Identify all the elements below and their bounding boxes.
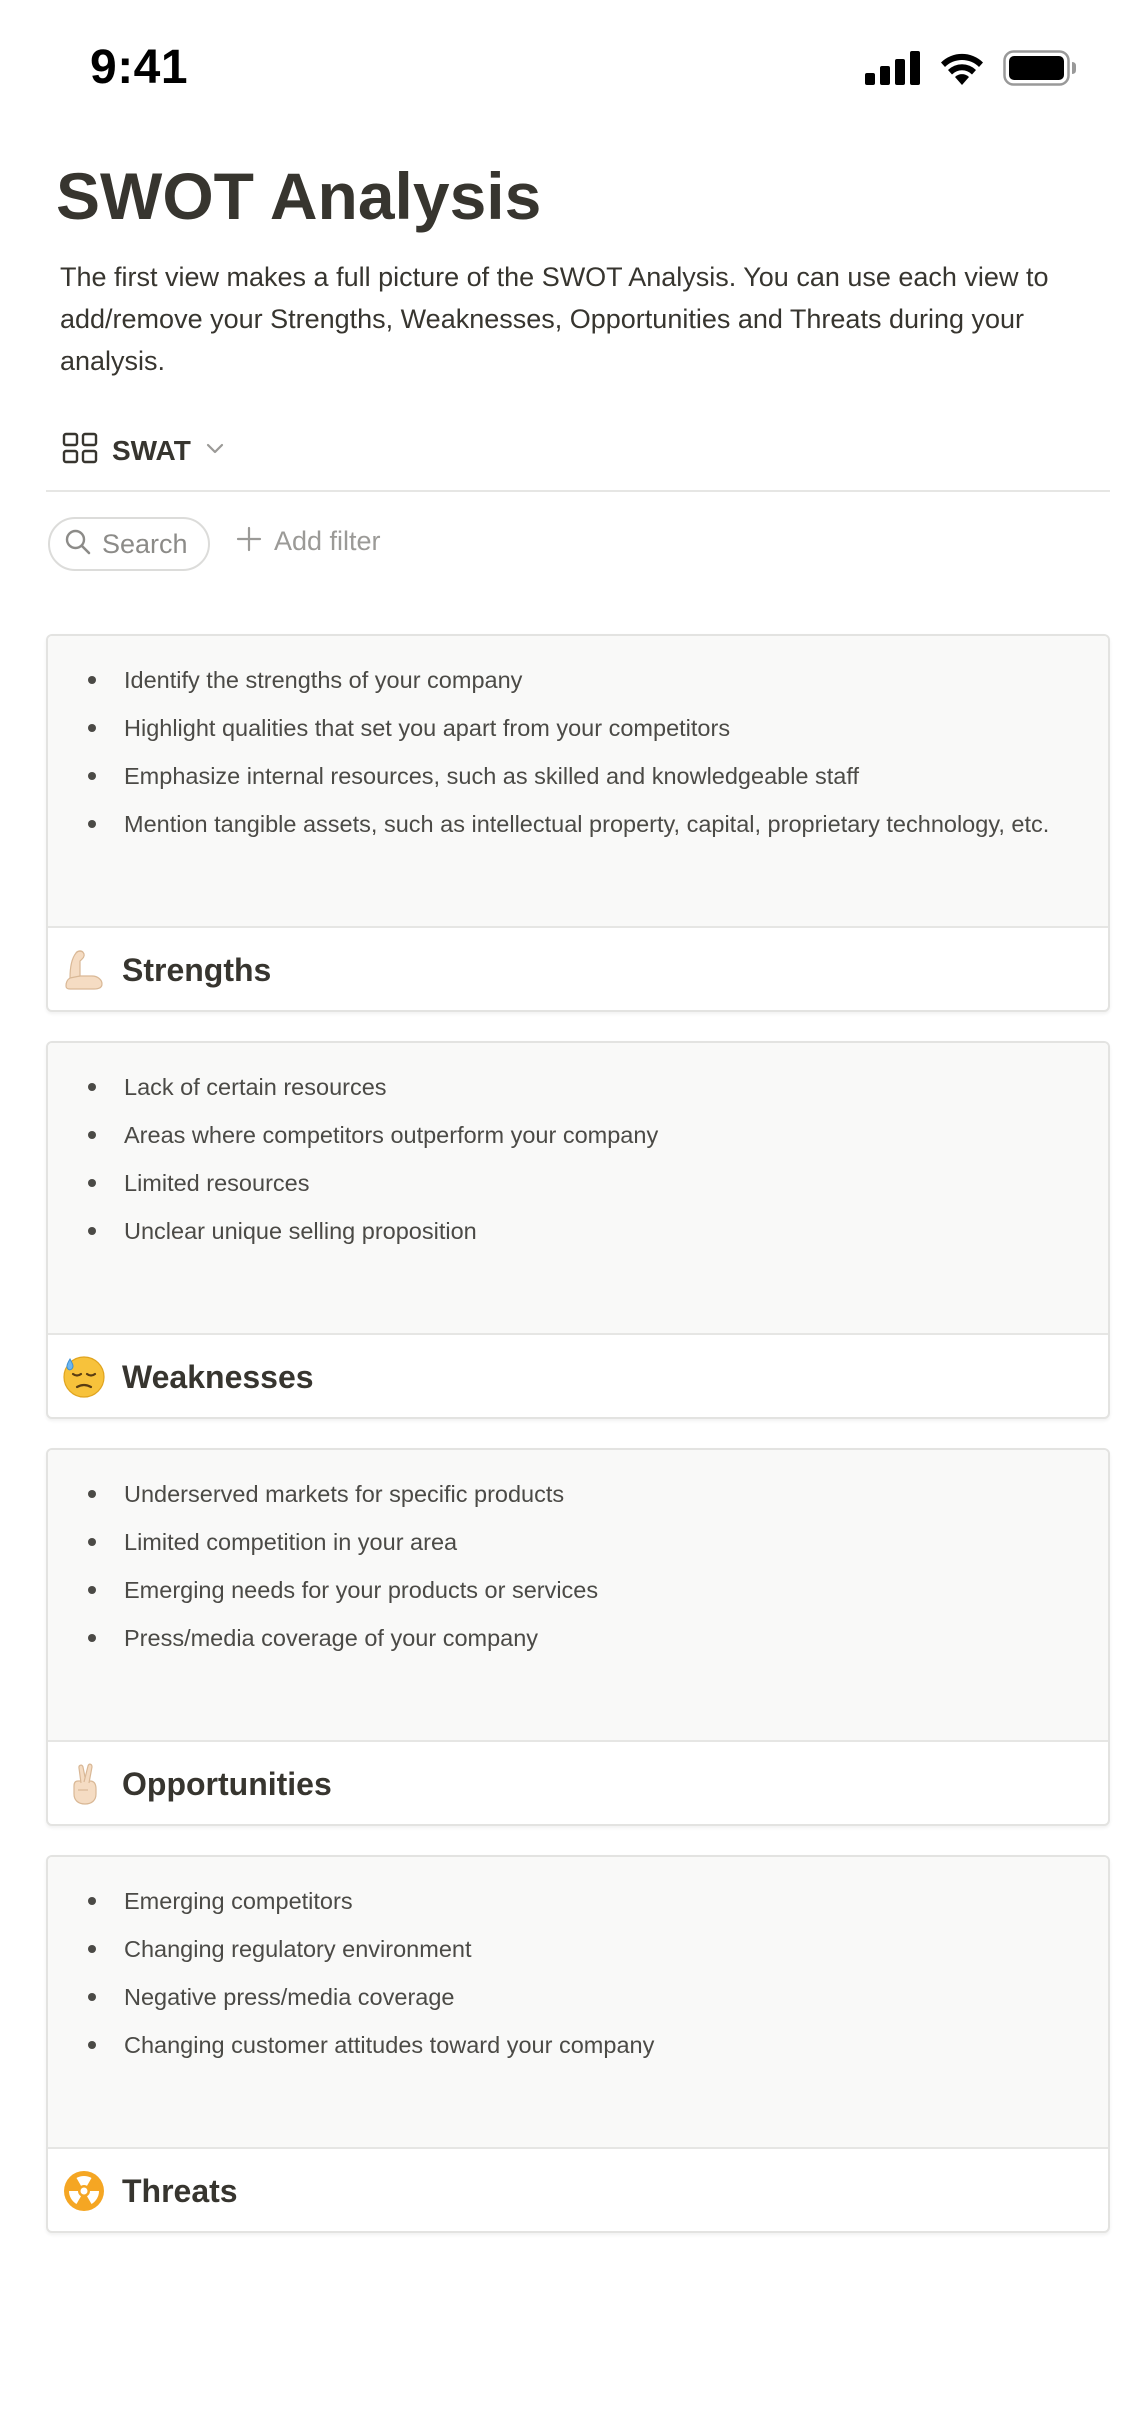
flexed-biceps-icon <box>62 948 106 992</box>
list-item: Emphasize internal resources, such as skilled and knowledgeable staff <box>124 758 1088 794</box>
list-item: Changing regulatory environment <box>124 1931 1088 1967</box>
list-item: Identify the strengths of your company <box>124 662 1088 698</box>
add-filter-label: Add filter <box>274 526 381 556</box>
status-icons <box>865 50 1077 91</box>
cellular-signal-icon <box>865 51 921 90</box>
card-strengths[interactable] <box>46 634 1110 1012</box>
view-selector[interactable] <box>62 432 225 469</box>
card-bullet-list <box>48 1857 1108 2063</box>
card-title: Weaknesses <box>122 1358 314 1395</box>
page-description: The first view makes a full picture of the SWOT Analysis. You can use each view to add/remove your Strengths, Weaknesses, Opportunities and Threats during your analysis. <box>60 262 1049 376</box>
card-title: Strengths <box>122 951 272 988</box>
list-item: Unclear unique selling proposition <box>124 1213 1088 1249</box>
card-title: Threats <box>122 2172 238 2209</box>
card-footer <box>48 1335 1108 1419</box>
card-weaknesses[interactable] <box>46 1041 1110 1419</box>
view-divider <box>46 490 1110 492</box>
list-item: Lack of certain resources <box>124 1069 1088 1105</box>
status-time: 9:41 <box>90 41 189 94</box>
downcast-sweat-face-icon <box>62 1355 106 1399</box>
wifi-icon <box>939 51 985 90</box>
radioactive-icon <box>62 2169 106 2213</box>
gallery-icon <box>62 432 98 469</box>
search-icon <box>64 528 92 561</box>
list-item: Press/media coverage of your company <box>124 1620 1088 1656</box>
card-footer <box>48 928 1108 1012</box>
list-item: Changing customer attitudes toward your company <box>124 2027 1088 2063</box>
list-item: Underserved markets for specific products <box>124 1476 1088 1512</box>
add-filter-button[interactable] <box>236 526 381 557</box>
card-preview <box>48 1043 1108 1335</box>
status-bar <box>0 0 1125 138</box>
card-bullet-list <box>48 1450 1108 1656</box>
card-opportunities[interactable] <box>46 1448 1110 1826</box>
card-bullet-list <box>48 1043 1108 1249</box>
card-threats[interactable] <box>46 1855 1110 2233</box>
list-item: Emerging needs for your products or services <box>124 1572 1088 1608</box>
card-footer <box>48 1742 1108 1826</box>
list-item: Limited competition in your area <box>124 1524 1088 1560</box>
plus-icon <box>236 526 262 557</box>
list-item: Highlight qualities that set you apart from your competitors <box>124 710 1088 746</box>
card-footer <box>48 2149 1108 2233</box>
list-item: Areas where competitors outperform your company <box>124 1117 1088 1153</box>
chevron-down-icon <box>205 441 225 460</box>
page-title: SWOT Analysis <box>56 159 542 233</box>
card-preview <box>48 636 1108 928</box>
battery-icon <box>1003 50 1077 91</box>
crossed-fingers-icon <box>62 1762 106 1806</box>
list-item: Emerging competitors <box>124 1883 1088 1919</box>
card-preview <box>48 1857 1108 2149</box>
search-label: Search <box>102 528 188 559</box>
list-item: Mention tangible assets, such as intellectual property, capital, proprietary technology, etc. <box>124 806 1088 842</box>
search-button[interactable] <box>48 517 210 571</box>
list-item: Negative press/media coverage <box>124 1979 1088 2015</box>
card-title: Opportunities <box>122 1765 332 1802</box>
card-bullet-list <box>48 636 1108 842</box>
card-preview <box>48 1450 1108 1742</box>
view-label: SWAT <box>112 434 191 466</box>
list-item: Limited resources <box>124 1165 1088 1201</box>
